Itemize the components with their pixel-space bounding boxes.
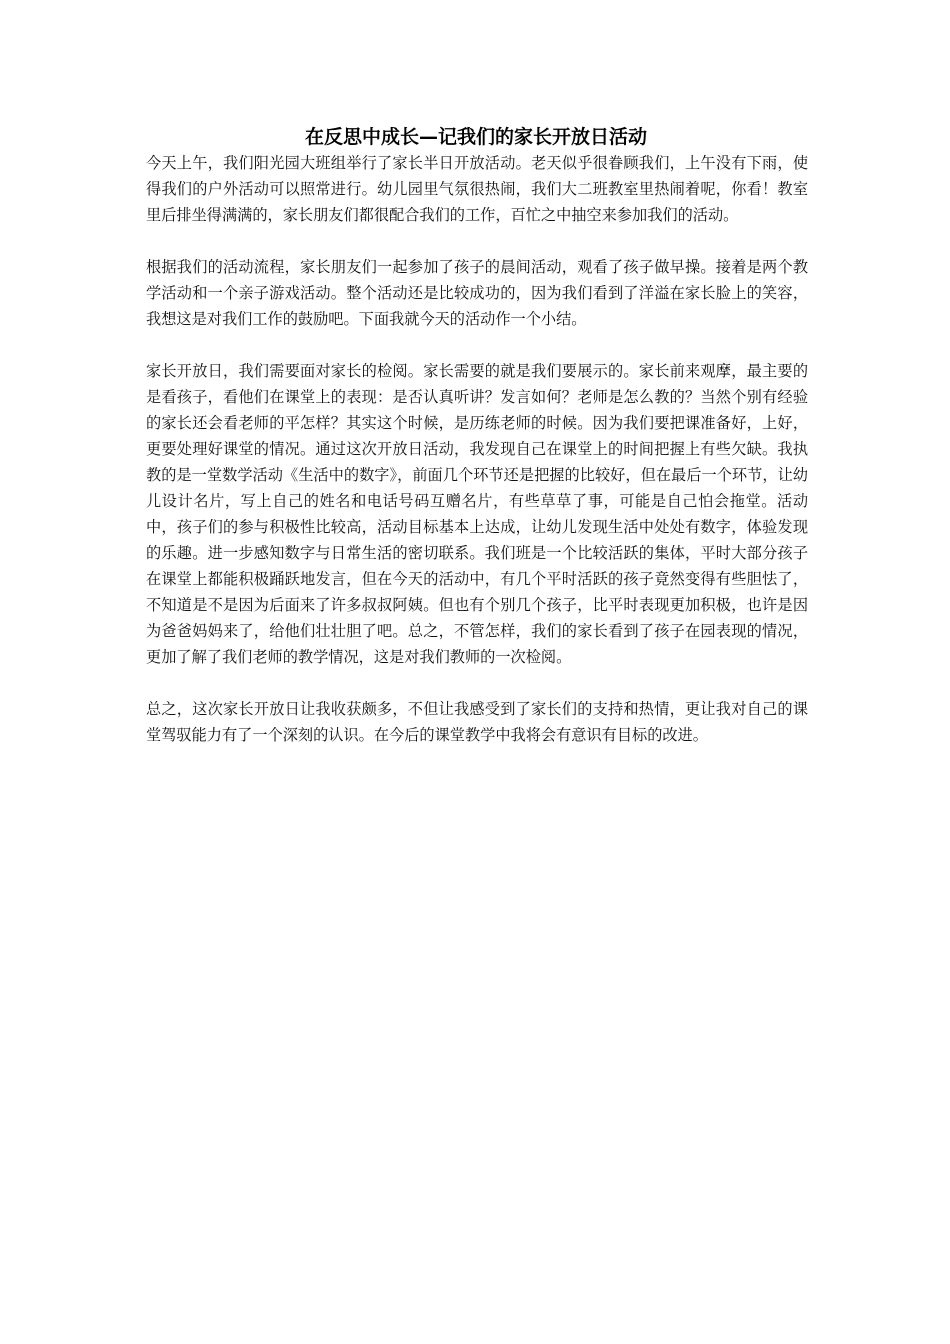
paragraph-3: 家长开放日，我们需要面对家长的检阅。家长需要的就是我们要展示的。家长前来观摩，最主要的是看孩子，看他们在课堂上的表现：是否认真听讲？发言如何？老师是怎么教的？当然个别有经验的家长还会看老师的平怎样？其实这个时候，是历练老师的时候。因为我们要把课准备好，上好，更要处理好课堂的情况。通过这次开放日活动，我发现自己在课堂上的时间把握上有些欠缺。我执教的是一堂数学活动《生活中的数字》，前面几个环节还是把握的比较好，但在最后一个环节，让幼儿设计名片，写上自己的姓名和电话号码互赠名片，有些草草了事，可能是自己怕会拖堂。活动中，孩子们的参与积极性比较高，活动目标基本上达成，让幼儿发现生活中处处有数字，体验发现的乐趣。进一步感知数字与日常生活的密切联系。我们班是一个比较活跃的集体，平时大部分孩子在课堂上都能积极踊跃地发言，但在今天的活动中，有几个平时活跃的孩子竟然变得有些胆怯了，不知道是不是因为后面来了许多叔叔阿姨。但也有个别几个孩子，比平时表现更加积极，也许是因为爸爸妈妈来了，给他们壮壮胆了吧。总之，不管怎样，我们的家长看到了孩子在园表现的情况，更加了解了我们老师的教学情况，这是对我们教师的一次检阅。 xyxy=(146,362,808,666)
paragraph-1: 今天上午，我们阳光园大班组举行了家长半日开放活动。老天似乎很眷顾我们，上午没有下雨，使得我们的户外活动可以照常进行。幼儿园里气氛很热闹，我们大二班教室里热闹着呢，你看！教室里后排坐得满满的，家长朋友们都很配合我们的工作，百忙之中抽空来参加我们的活动。 xyxy=(146,154,808,224)
paragraph-4: 总之，这次家长开放日让我收获颇多，不但让我感受到了家长们的支持和热情，更让我对自己的课堂驾驭能力有了一个深刻的认识。在今后的课堂教学中我将会有意识有目标的改进。 xyxy=(146,700,808,744)
document-body xyxy=(146,150,808,748)
paragraph-2: 根据我们的活动流程，家长朋友们一起参加了孩子的晨间活动，观看了孩子做早操。接着是两个教学活动和一个亲子游戏活动。整个活动还是比较成功的，因为我们看到了洋溢在家长脸上的笑容，我想这是对我们工作的鼓励吧。下面我就今天的活动作一个小结。 xyxy=(146,258,808,328)
document-title: 在反思中成长—记我们的家长开放日活动 xyxy=(304,126,647,148)
